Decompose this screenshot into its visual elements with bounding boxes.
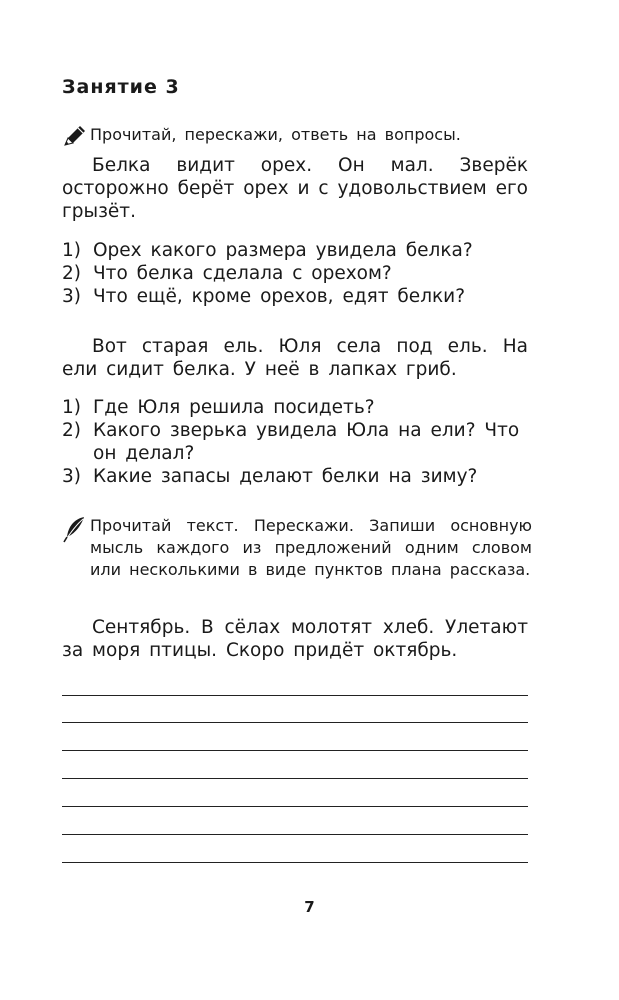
task1-text-a: Белка видит орех. Он мал. Зверёк осторожно берёт орех и с удовольствием его грызёт. xyxy=(62,155,528,222)
writing-line[interactable] xyxy=(62,750,528,751)
question-item: 2) Какого зверька увидела Юла на ели? Что он делал? xyxy=(62,420,520,464)
question-item: 1) Орех какого размера увидела белка? xyxy=(62,240,473,261)
task1-questions-b xyxy=(62,396,532,488)
writing-line[interactable] xyxy=(62,695,528,696)
task1-instruction-row xyxy=(62,124,532,150)
feather-icon xyxy=(62,515,90,541)
task1-questions-a xyxy=(62,239,532,308)
question-item: 2) Что белка сделала с орехом? xyxy=(62,263,392,284)
task2-instruction: Прочитай текст. Перескажи. Запиши основную мысль каждого из предложений одним словом или несколькими в виде пунктов плана рассказа. xyxy=(90,516,532,579)
page-number: 7 xyxy=(304,898,315,916)
question-item: 3) Что ещё, кроме орехов, едят белки? xyxy=(62,286,466,307)
writing-line[interactable] xyxy=(62,862,528,863)
question-item: 3) Какие запасы делают белки на зиму? xyxy=(62,466,478,487)
writing-line[interactable] xyxy=(62,806,528,807)
lesson-title: Занятие 3 xyxy=(62,76,180,98)
task1-instruction: Прочитай, перескажи, ответь на вопросы. xyxy=(90,125,461,144)
writing-line[interactable] xyxy=(62,722,528,723)
question-item: 1) Где Юля решила посидеть? xyxy=(62,397,375,418)
pencil-icon xyxy=(62,124,90,150)
task2-instruction-row xyxy=(62,515,532,581)
task1-text-b: Вот старая ель. Юля села под ель. На ели сидит белка. У неё в лапках гриб. xyxy=(62,336,528,380)
writing-line[interactable] xyxy=(62,834,528,835)
task2-text: Сентябрь. В сёлах молотят хлеб. Улетают за моря птицы. Скоро придёт октябрь. xyxy=(62,617,528,661)
writing-line[interactable] xyxy=(62,778,528,779)
